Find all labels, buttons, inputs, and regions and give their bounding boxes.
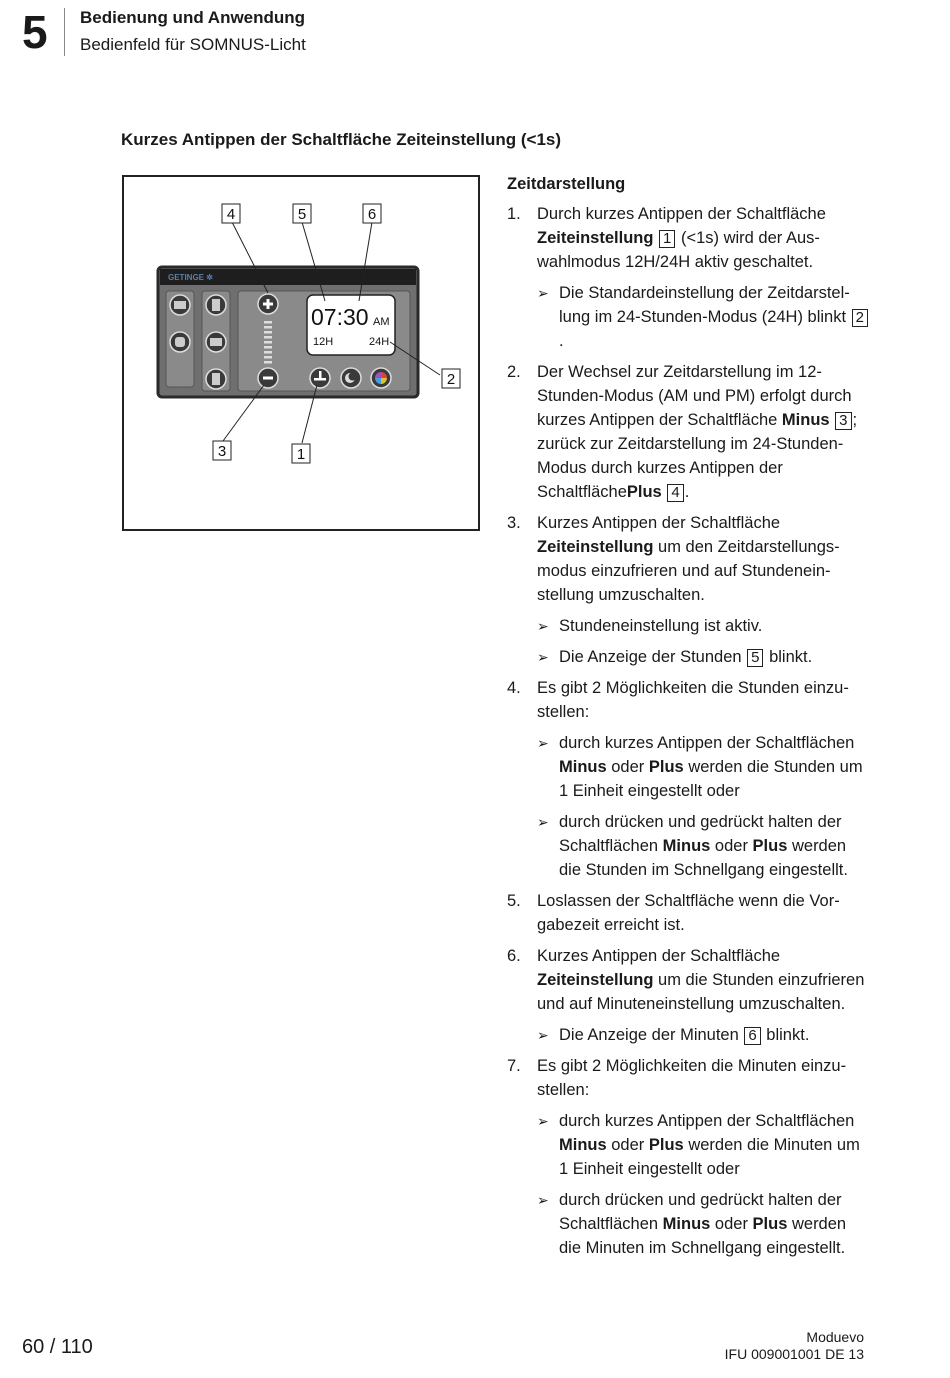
svg-text:5: 5 [297, 206, 307, 223]
ref-box: 5 [747, 649, 763, 667]
result-7b: ➢ durch drücken und gedrückt halten der Schaltflächen Minus oder Plus werden die Minuten im Schnellgang eingestellt. [507, 1188, 872, 1260]
arrow-icon: ➢ [537, 814, 549, 830]
step-number: 1. [507, 205, 521, 223]
step-number: 3. [507, 514, 521, 532]
control-panel-figure [122, 175, 480, 531]
moon-icon [341, 368, 361, 388]
sub-heading: Zeitdarstellung [507, 175, 626, 193]
step-3: 3. Kurzes Antippen der Schaltfläche Zeiteinstellung um den Zeitdarstellungsmodus einzufrieren und auf Stundeneinstellung umzuschalten. [507, 511, 872, 607]
display-ampm: AM [373, 316, 390, 328]
brand-logo: GETINGE ✲ [168, 273, 213, 282]
arrow-icon: ➢ [537, 1113, 549, 1129]
result-1: ➢ Die Standardeinstellung der Zeitdarstellung im 24-Stunden-Modus (24H) blinkt 2. [507, 281, 872, 353]
screen-icon [206, 369, 226, 389]
step-number: 5. [507, 892, 521, 910]
callout-6 [363, 204, 381, 223]
display-12h: 12H [313, 336, 334, 348]
result-4a: ➢ durch kurzes Antippen der Schaltflächen Minus oder Plus werden die Stunden um 1 Einheit eingestellt oder [507, 731, 872, 803]
book-icon [170, 295, 190, 315]
chapter-number: 5 [22, 6, 48, 58]
display-24h: 24H [369, 336, 390, 348]
result-4b: ➢ durch drücken und gedrückt halten der Schaltflächen Minus oder Plus werden die Stunden im Schnellgang eingestellt. [507, 810, 872, 882]
step-number: 7. [507, 1057, 521, 1075]
document-id: IFU 009001001 DE 13 [724, 1346, 864, 1362]
callout-5 [293, 204, 311, 223]
plus-icon [258, 294, 278, 314]
arrow-icon: ➢ [537, 649, 549, 665]
step-6: 6. Kurzes Antippen der Schaltfläche Zeiteinstellung um die Stunden einzufrieren und auf Minuteneinstellung umzuschalten. [507, 944, 872, 1016]
svg-text:6: 6 [367, 206, 377, 223]
step-5: 5. Loslassen der Schaltfläche wenn die Vorgabezeit erreicht ist. [507, 889, 872, 937]
instructions-column [507, 172, 872, 1267]
step-2: 2. Der Wechsel zur Zeitdarstellung im 12-Stunden-Modus (AM und PM) erfolgt durch kurzes Antippen der Schaltfläche Minus 3 ; zurück zur Zeitdarstellung im 24-Stunden-Modus durch kurzes Antippen der SchaltflächePlus 4 . [507, 360, 872, 504]
step-4: 4. Es gibt 2 Möglichkeiten die Stunden einzustellen: [507, 676, 872, 724]
section-heading: Kurzes Antippen der Schaltfläche Zeiteinstellung (<1s) [121, 130, 562, 149]
step-1: 1. Durch kurzes Antippen der Schaltfläche Zeiteinstellung 1 (<1s) wird der Auswahlmodus 12H/24H aktiv geschaltet. [507, 202, 872, 274]
svg-text:2: 2 [446, 371, 456, 388]
page-number: 60 / 110 [22, 1336, 93, 1358]
step-7: 7. Es gibt 2 Möglichkeiten die Minuten einzustellen: [507, 1054, 872, 1102]
header-divider [64, 8, 65, 56]
chapter-title: Bedienung und Anwendung [80, 8, 306, 27]
ref-box: 1 [659, 230, 675, 248]
arrow-icon: ➢ [537, 285, 549, 301]
display-time: 07:30 [311, 304, 369, 330]
clock-icon [310, 368, 330, 388]
bed-icon [206, 332, 226, 352]
product-name: Moduevo [806, 1329, 864, 1345]
chair-icon [170, 332, 190, 352]
ref-box: 6 [744, 1027, 760, 1045]
result-6: ➢ Die Anzeige der Minuten 6 blinkt. [507, 1023, 872, 1047]
callout-1 [292, 444, 310, 463]
arrow-icon: ➢ [537, 1027, 549, 1043]
svg-text:3: 3 [217, 443, 227, 460]
step-number: 4. [507, 679, 521, 697]
ref-box: 3 [835, 412, 851, 430]
result-3b: ➢ Die Anzeige der Stunden 5 blinkt. [507, 645, 872, 669]
callout-3 [213, 441, 231, 460]
chapter-subtitle: Bedienfeld für SOMNUS-Licht [80, 35, 306, 54]
arrow-icon: ➢ [537, 1192, 549, 1208]
ref-box: 4 [667, 484, 683, 502]
step-number: 2. [507, 363, 521, 381]
callout-4 [222, 204, 240, 223]
arrow-icon: ➢ [537, 618, 549, 634]
level-bar [264, 321, 272, 364]
minus-icon [258, 368, 278, 388]
ref-box: 2 [852, 309, 868, 327]
result-3a: ➢ Stundeneinstellung ist aktiv. [507, 614, 872, 638]
color-wheel-icon [371, 368, 391, 388]
svg-text:1: 1 [296, 446, 306, 463]
control-panel-illustration [124, 177, 480, 531]
arrow-icon: ➢ [537, 735, 549, 751]
step-number: 6. [507, 947, 521, 965]
svg-text:4: 4 [226, 206, 236, 223]
lamp-icon [206, 295, 226, 315]
callout-2 [442, 369, 460, 388]
result-7a: ➢ durch kurzes Antippen der Schaltflächen Minus oder Plus werden die Minuten um 1 Einheit eingestellt oder [507, 1109, 872, 1181]
